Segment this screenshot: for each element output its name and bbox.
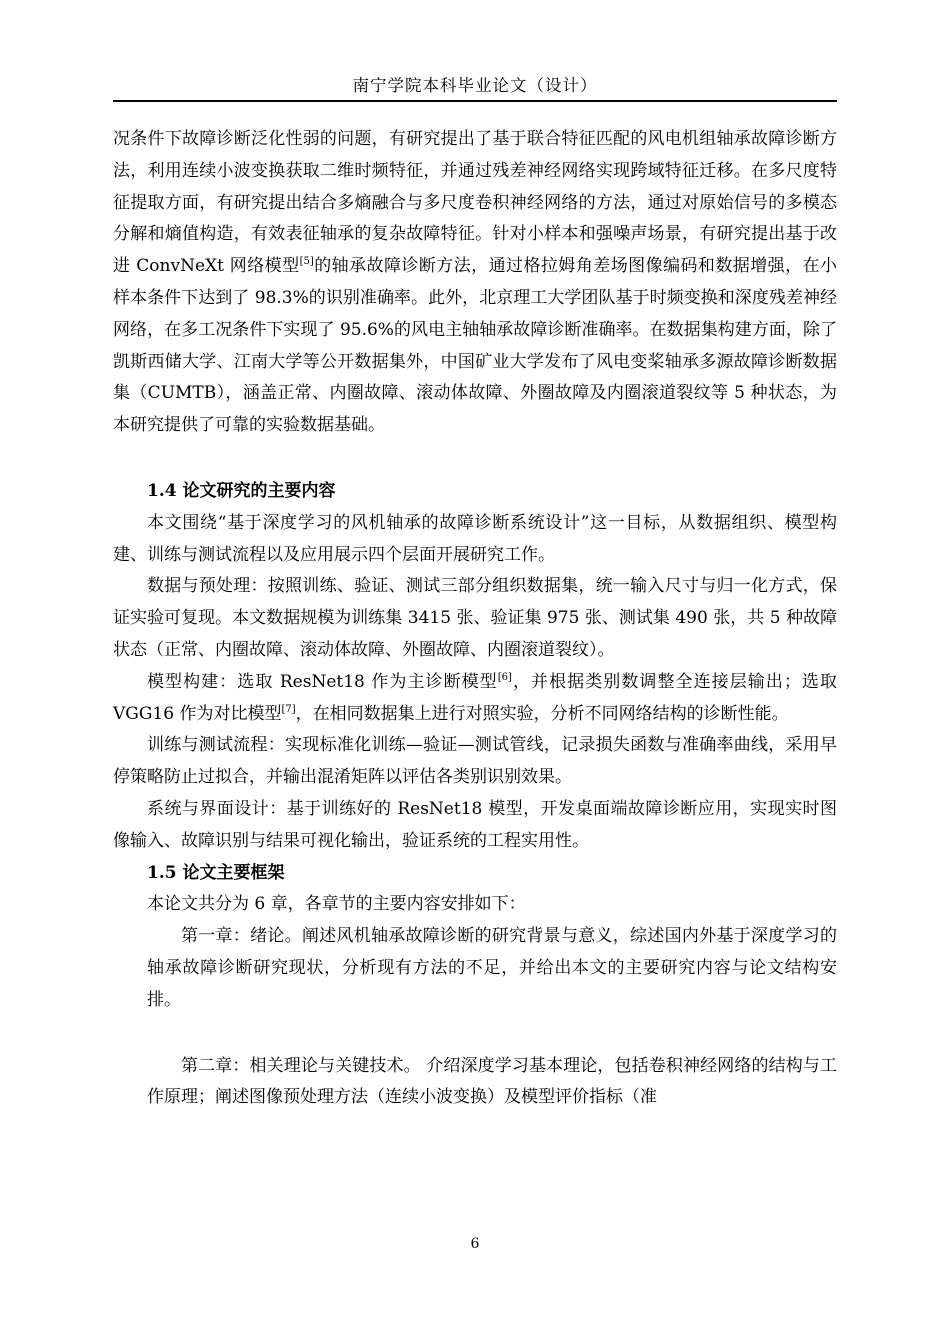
section-gap xyxy=(113,442,837,476)
paragraph-gap xyxy=(113,1017,837,1051)
page-number: 6 xyxy=(470,1236,480,1252)
body-text xyxy=(113,124,837,1114)
paragraph-chapter-1: 第一章：绪论。阐述风机轴承故障诊断的研究背景与意义，综述国内外基于深度学习的轴承故障诊断研究现状，分析现有方法的不足，并给出本文的主要研究内容与论文结构安排。 xyxy=(147,926,837,1010)
paragraph-chapter-2: 第二章：相关理论与关键技术。 介绍深度学习基本理论，包括卷积神经网络的结构与工作原理；阐述图像预处理方法（连续小波变换）及模型评价指标（准 xyxy=(147,1055,837,1108)
paragraph-research-goal: 本文围绕“基于深度学习的风机轴承的故障诊断系统设计”这一目标，从数据组织、模型构建、训练与测试流程以及应用展示四个层面开展研究工作。 xyxy=(113,512,837,565)
section-heading-1-4: 1.4 论文研究的主要内容 xyxy=(147,480,336,501)
citation-ref: [6] xyxy=(497,671,512,683)
running-header: 南宁学院本科毕业论文（设计） xyxy=(352,76,598,95)
paragraph-chapter-overview: 本论文共分为 6 章，各章节的主要内容安排如下： xyxy=(147,894,526,915)
paragraph-system-design: 系统与界面设计：基于训练好的 ResNet18 模型，开发桌面端故障诊断应用，实现实时图像输入、故障识别与结果可视化输出，验证系统的工程实用性。 xyxy=(113,798,837,851)
paragraph-literature-continued xyxy=(113,124,837,442)
citation-ref: [7] xyxy=(281,703,296,715)
paragraph-text: 模型构建：选取 ResNet18 作为主诊断模型 xyxy=(147,671,498,692)
paragraph-model-construction xyxy=(113,667,837,731)
paragraph-text: ，并根据类别数调整全连接层输出；选取 VGG16 作为对比模型 xyxy=(113,671,837,724)
paragraph-text: ，在相同数据集上进行对照实验，分析不同网络结构的诊断性能。 xyxy=(295,703,789,724)
paragraph-text: 况条件下故障诊断泛化性弱的问题，有研究提出了基于联合特征匹配的风电机组轴承故障诊断方法，利用连续小波变换获取二维时频特征，并通过残差神经网络实现跨域特征迁移。在多尺度特征提取方面，有研究提出结合多熵融合与多尺度卷积神经网络的方法，通过对原始信号的多模态分解和熵值构造，有效表征轴承的复杂故障特征。针对小样本和强噪声场景，有研究提出基于改进 ConvNeXt 网络模型 xyxy=(113,129,837,277)
paragraph-training-testing: 训练与测试流程：实现标准化训练—验证—测试管线，记录损失函数与准确率曲线，采用早停策略防止过拟合，并输出混淆矩阵以评估各类别识别效果。 xyxy=(113,735,837,788)
citation-ref: [5] xyxy=(299,256,314,268)
paragraph-data-preprocessing: 数据与预处理：按照训练、验证、测试三部分组织数据集，统一输入尺寸与归一化方式，保证实验可复现。本文数据规模为训练集 3415 张、验证集 975 张、测试集 490 张，共 5 种故障状态（正常、内圈故障、滚动体故障、外圈故障、内圈滚道裂纹）。 xyxy=(113,576,837,660)
paragraph-text: 的轴承故障诊断方法，通过格拉姆角差场图像编码和数据增强，在小样本条件下达到了 98.3%的识别准确率。此外，北京理工大学团队基于时频变换和深度残差神经网络，在多工况条件下实现了 95.6%的风电主轴轴承故障诊断准确率。在数据集构建方面，除了凯斯西储大学、江南大学等公开数据集外，中国矿业大学发布了风电变桨轴承多源故障诊断数据集（CUMTB），涵盖正常、内圈故障、滚动体故障、外圈故障及内圈滚道裂纹等 5 种状态，为本研究提供了可靠的实验数据基础。 xyxy=(113,256,838,436)
section-heading-1-5: 1.5 论文主要框架 xyxy=(147,862,285,883)
header-rule xyxy=(113,100,837,102)
